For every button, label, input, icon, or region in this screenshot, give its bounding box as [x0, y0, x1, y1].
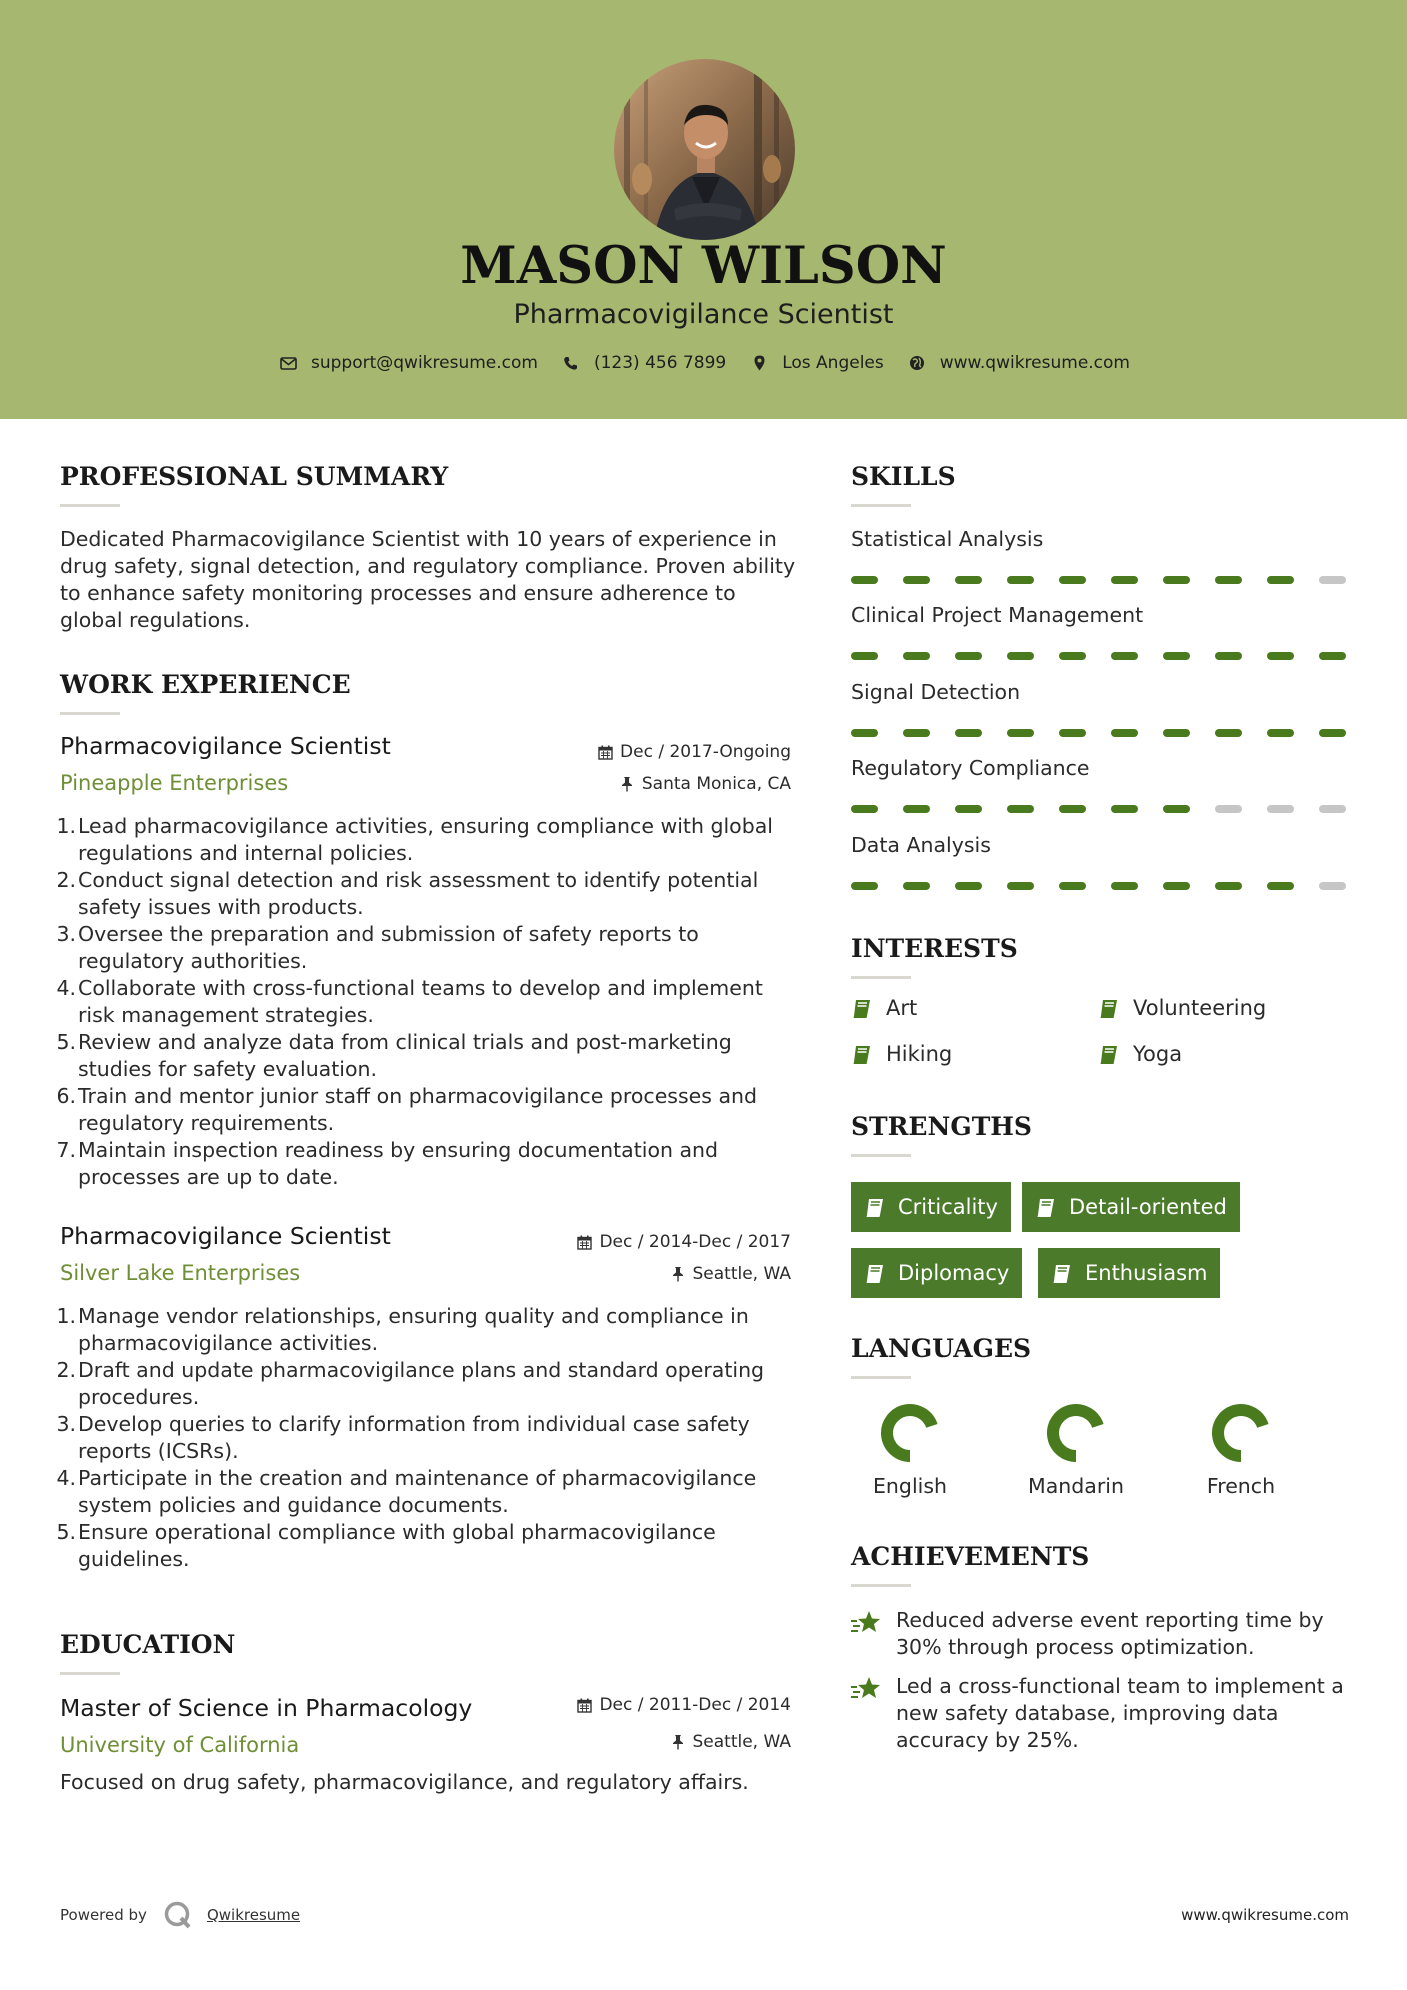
skill-name: Data Analysis: [851, 833, 991, 857]
achievement-text: Led a cross-functional team to implement a new safety database, improving data accuracy by 25%.: [896, 1674, 1344, 1752]
skill-segment: [1267, 805, 1294, 813]
strength-tag: Detail-oriented: [1022, 1182, 1240, 1232]
powered-by-label: Powered by: [60, 1906, 147, 1924]
job-date-text: Dec / 2017-Ongoing: [620, 742, 791, 762]
skill-segment: [1007, 882, 1034, 890]
skill-name: Signal Detection: [851, 680, 1021, 704]
list-item: 5. Ensure operational compliance with global pharmacovigilance guidelines.: [56, 1520, 716, 1571]
strength-tag: Enthusiasm: [1038, 1248, 1220, 1298]
skill-name: Clinical Project Management: [851, 603, 1144, 627]
interests-heading: INTERESTS: [851, 934, 1018, 963]
list-item: 1. Lead pharmacovigilance activities, ensuring compliance with global regulations and internal policies.: [56, 814, 773, 865]
skill-segment: [1319, 576, 1346, 584]
list-item: 4. Collaborate with cross-functional teams to develop and implement risk management strategies.: [56, 976, 763, 1027]
skill-segment: [851, 576, 878, 584]
calendar-icon: [575, 1696, 593, 1714]
languages-heading: LANGUAGES: [851, 1334, 1032, 1363]
skills-underline: [851, 504, 911, 507]
contact-location: [748, 352, 884, 374]
education-description: Focused on drug safety, pharmacovigilance, and regulatory affairs.: [60, 1770, 749, 1794]
proficiency-arc: [1218, 1410, 1263, 1456]
skill-segment: [1267, 652, 1294, 660]
job-company: Silver Lake Enterprises: [60, 1261, 301, 1285]
skill-segment: [1163, 576, 1190, 584]
skill-segment: [903, 882, 930, 890]
achievement-text: Reduced adverse event reporting time by 30% through process optimization.: [896, 1608, 1324, 1659]
job-company: Pineapple Enterprises: [60, 771, 289, 795]
book-icon: [1098, 997, 1120, 1019]
skill-segment: [1059, 805, 1086, 813]
skill-segment: [1215, 576, 1242, 584]
skill-segment: [1059, 882, 1086, 890]
skill-segment: [1111, 882, 1138, 890]
skill-rating-bar: [851, 882, 1371, 890]
skill-segment: [1111, 805, 1138, 813]
skill-segment: [903, 652, 930, 660]
language-name: French: [1206, 1474, 1276, 1498]
qwikresume-logo-icon: [163, 1900, 193, 1930]
calendar-icon: [596, 743, 614, 761]
book-icon: [1051, 1262, 1073, 1284]
summary-heading: PROFESSIONAL SUMMARY: [60, 462, 449, 491]
skill-rating-bar: [851, 729, 1371, 737]
job-date: [575, 1232, 791, 1252]
list-item: 2. Draft and update pharmacovigilance plans and standard operating procedures.: [56, 1358, 765, 1409]
work-underline: [60, 712, 120, 715]
skill-segment: [851, 882, 878, 890]
skill-segment: [1319, 882, 1346, 890]
work-heading: WORK EXPERIENCE: [60, 670, 351, 699]
interest-item: Volunteering: [1098, 996, 1266, 1020]
shooting-star-icon: [850, 1674, 882, 1704]
location-text: Los Angeles: [782, 353, 884, 373]
skill-segment: [1267, 729, 1294, 737]
skill-rating-bar: [851, 805, 1371, 813]
contact-email[interactable]: [277, 352, 538, 374]
skill-segment: [1059, 729, 1086, 737]
skill-segment: [955, 652, 982, 660]
skill-segment: [851, 729, 878, 737]
list-item: 4. Participate in the creation and maintenance of pharmacovigilance system policies and guidance documents.: [56, 1466, 757, 1517]
language-name: Mandarin: [1028, 1474, 1124, 1498]
summary-underline: [60, 504, 120, 507]
education-location: [669, 1732, 792, 1752]
school-name: University of California: [60, 1733, 300, 1757]
pushpin-icon: [669, 1733, 687, 1751]
education-date-text: Dec / 2011-Dec / 2014: [599, 1695, 791, 1715]
skill-segment: [1319, 729, 1346, 737]
resume-header: [0, 0, 1407, 419]
skill-segment: [1007, 576, 1034, 584]
job-title: Pharmacovigilance Scientist: [60, 732, 391, 760]
skill-segment: [1215, 729, 1242, 737]
strength-tag: Diplomacy: [851, 1248, 1022, 1298]
languages-underline: [851, 1376, 911, 1379]
skill-segment: [903, 729, 930, 737]
calendar-icon: [575, 1233, 593, 1251]
book-icon: [864, 1196, 886, 1218]
skills-heading: SKILLS: [851, 462, 956, 491]
pushpin-icon: [669, 1265, 687, 1283]
job-location-text: Santa Monica, CA: [641, 774, 791, 794]
qwikresume-link[interactable]: Qwikresume: [206, 1906, 301, 1924]
candidate-title: Pharmacovigilance Scientist: [513, 299, 894, 330]
skill-segment: [955, 805, 982, 813]
globe-icon: [906, 352, 928, 374]
proficiency-arc: [1053, 1410, 1098, 1456]
list-item: 3. Oversee the preparation and submission of safety reports to regulatory authorities.: [56, 922, 699, 973]
job-date-text: Dec / 2014-Dec / 2017: [599, 1232, 791, 1252]
skill-segment: [955, 882, 982, 890]
skill-segment: [1007, 652, 1034, 660]
phone-icon: [560, 352, 582, 374]
contact-website[interactable]: [906, 352, 1130, 374]
skill-segment: [1267, 576, 1294, 584]
skill-segment: [1163, 882, 1190, 890]
language-item: [1181, 1402, 1301, 1498]
strengths-heading: STRENGTHS: [851, 1112, 1032, 1141]
language-proficiency-ring: [1016, 1402, 1136, 1464]
proficiency-arc: [887, 1410, 932, 1456]
candidate-name: MASON WILSON: [460, 236, 947, 296]
interest-item: Yoga: [1098, 1042, 1182, 1066]
language-name: English: [872, 1474, 948, 1498]
map-pin-icon: [748, 352, 770, 374]
skill-segment: [1215, 652, 1242, 660]
skill-segment: [955, 729, 982, 737]
skill-segment: [1163, 729, 1190, 737]
skill-segment: [1267, 882, 1294, 890]
skill-segment: [1163, 652, 1190, 660]
book-icon: [1035, 1196, 1057, 1218]
pushpin-icon: [618, 775, 636, 793]
book-icon: [1098, 1043, 1120, 1065]
degree-title: Master of Science in Pharmacology: [60, 1694, 473, 1722]
job-location: [618, 774, 791, 794]
skill-segment: [1059, 652, 1086, 660]
skill-segment: [1215, 805, 1242, 813]
skill-segment: [1059, 576, 1086, 584]
book-icon: [864, 1262, 886, 1284]
interests-underline: [851, 976, 911, 979]
skill-segment: [851, 805, 878, 813]
job-duties-list: [56, 813, 805, 1191]
contact-bar: [0, 352, 1407, 374]
skill-name: Regulatory Compliance: [851, 756, 1090, 780]
achievements-heading: ACHIEVEMENTS: [851, 1542, 1090, 1571]
interest-item: Art: [851, 996, 917, 1020]
skill-segment: [1007, 729, 1034, 737]
book-icon: [851, 997, 873, 1019]
skill-name: Statistical Analysis: [851, 527, 1044, 551]
language-item: [850, 1402, 970, 1498]
skill-rating-bar: [851, 576, 1371, 584]
education-location-text: Seattle, WA: [692, 1732, 791, 1752]
summary-text: Dedicated Pharmacovigilance Scientist with 10 years of experience in drug safety, signal detection, and regulatory compliance. Proven ability to enhance safety monitoring processes and ensure adherence to global regulations.: [60, 527, 796, 632]
skill-segment: [1111, 729, 1138, 737]
skill-segment: [1163, 805, 1190, 813]
skill-segment: [851, 652, 878, 660]
list-item: 7. Maintain inspection readiness by ensuring documentation and processes are up to date.: [56, 1138, 719, 1189]
job-location: [669, 1264, 792, 1284]
skill-segment: [1319, 652, 1346, 660]
contact-phone[interactable]: [560, 352, 726, 374]
strength-tag: Criticality: [851, 1182, 1011, 1232]
education-underline: [60, 1672, 120, 1675]
language-proficiency-ring: [850, 1402, 970, 1464]
language-item: [1016, 1402, 1136, 1498]
job-duties-list: [56, 1303, 805, 1573]
job-date: [596, 742, 791, 762]
skill-segment: [1007, 805, 1034, 813]
phone-text: (123) 456 7899: [593, 353, 727, 373]
skill-segment: [1215, 882, 1242, 890]
skill-segment: [1319, 805, 1346, 813]
powered-by: [60, 1900, 300, 1930]
skill-segment: [903, 805, 930, 813]
language-proficiency-ring: [1181, 1402, 1301, 1464]
footer-website[interactable]: www.qwikresume.com: [1181, 1906, 1349, 1924]
book-icon: [851, 1043, 873, 1065]
job-title: Pharmacovigilance Scientist: [60, 1222, 391, 1250]
list-item: 3. Develop queries to clarify information from individual case safety reports (ICSRs).: [56, 1412, 750, 1463]
skill-rating-bar: [851, 652, 1371, 660]
list-item: 1. Manage vendor relationships, ensuring quality and compliance in pharmacovigilance activities.: [56, 1304, 749, 1355]
achievements-underline: [851, 1584, 911, 1587]
skill-segment: [903, 576, 930, 584]
envelope-icon: [277, 352, 299, 374]
skill-segment: [955, 576, 982, 584]
skill-segment: [1111, 576, 1138, 584]
interest-item: Hiking: [851, 1042, 952, 1066]
skill-segment: [1111, 652, 1138, 660]
education-date: [575, 1695, 791, 1715]
list-item: 6. Train and mentor junior staff on pharmacovigilance processes and regulatory requirements.: [56, 1084, 758, 1135]
shooting-star-icon: [850, 1608, 882, 1638]
email-text: support@qwikresume.com: [311, 353, 538, 373]
list-item: 2. Conduct signal detection and risk assessment to identify potential safety issues with products.: [56, 868, 759, 919]
list-item: 5. Review and analyze data from clinical trials and post-marketing studies for safety evaluation.: [56, 1030, 732, 1081]
job-location-text: Seattle, WA: [692, 1264, 791, 1284]
strengths-underline: [851, 1154, 911, 1157]
profile-photo: [614, 59, 795, 240]
education-heading: EDUCATION: [60, 1630, 236, 1659]
website-text: www.qwikresume.com: [939, 353, 1130, 373]
